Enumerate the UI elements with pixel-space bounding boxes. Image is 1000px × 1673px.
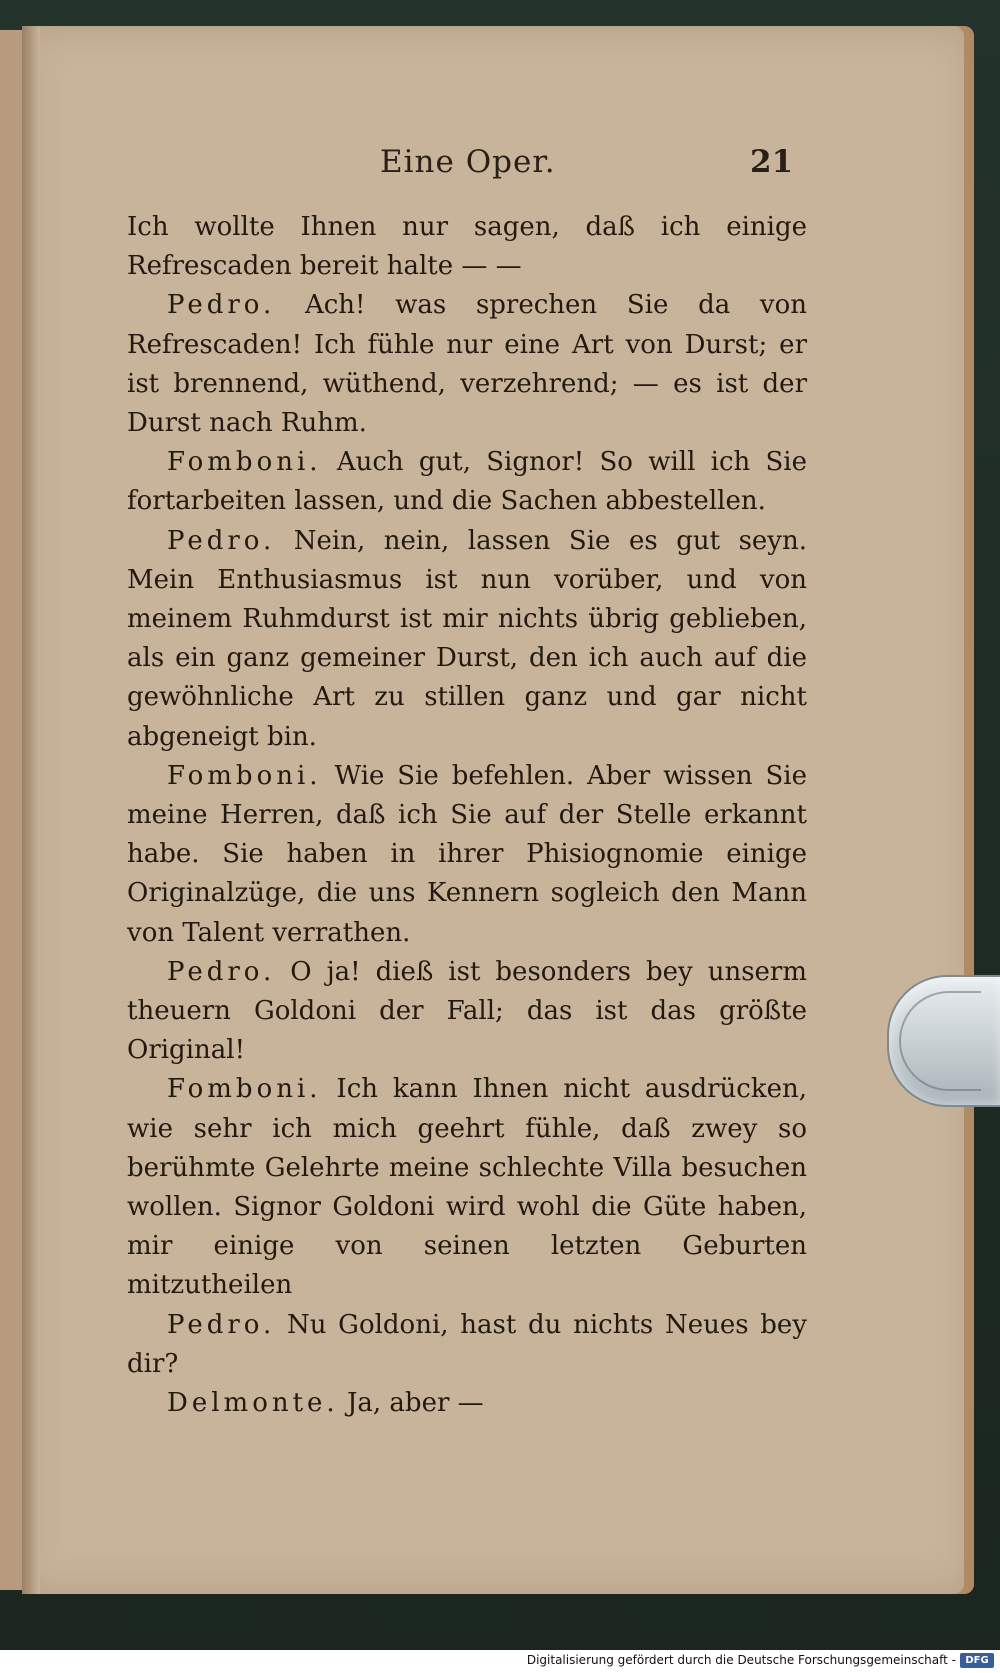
paragraph — [127, 1306, 807, 1384]
paragraph — [127, 1384, 807, 1423]
paragraph-text: Ich kann Ihnen nicht ausdrücken, wie sehr ich mich geehrt fühle, daß zwey so berühmte Gelehrte meine schlechte Villa besuchen wollen. Signor Goldoni wird wohl die Güte haben, mir einige von seinen letzten Geburten mitzutheilen — [127, 1074, 807, 1301]
speaker-name: Pedro. — [167, 956, 276, 987]
page-body — [127, 208, 807, 1423]
paragraph-text: Nu Goldoni, hast du nichts Neues bey dir? — [127, 1309, 808, 1379]
paragraph-text: Ja, aber — — [346, 1388, 484, 1419]
speaker-name: Pedro. — [167, 1309, 276, 1340]
paragraph — [127, 286, 807, 443]
paragraph — [127, 522, 807, 757]
paragraph-text: Auch gut, Signor! So will ich Sie fortarbeiten lassen, und die Sachen abbestellen. — [127, 447, 808, 517]
running-title: Eine Oper. — [380, 144, 556, 180]
page-header — [22, 144, 974, 184]
paragraph — [127, 208, 807, 286]
paragraph-text: O ja! dieß ist besonders bey unserm theuern Goldoni der Fall; das ist das größte Original! — [127, 956, 808, 1066]
paragraph-text: Ich wollte Ihnen nur sagen, daß ich einige Refrescaden bereit halte — — — [127, 212, 807, 282]
paragraph — [127, 757, 807, 953]
paragraph — [127, 953, 807, 1071]
speaker-name: Delmonte. — [167, 1388, 339, 1419]
book-page — [22, 26, 974, 1594]
dfg-logo: DFG — [960, 1653, 994, 1668]
paragraph — [127, 443, 807, 521]
speaker-name: Pedro. — [167, 525, 276, 556]
paragraph-text: Wie Sie befehlen. Aber wissen Sie meine Herren, daß ich Sie auf der Stelle erkannt habe. Sie haben in ihrer Phisiognomie einige Originalzüge, die uns Kennern sogleich den Mann von Talent verrathen. — [127, 760, 807, 948]
paragraph — [127, 1070, 807, 1305]
paragraph-text: Ach! was sprechen Sie da von Refrescaden! Ich fühle nur eine Art von Durst; er ist brennend, wüthend, verzehrend; — es ist der Durst nach Ruhm. — [127, 290, 807, 439]
paragraph-text: Nein, nein, lassen Sie es gut seyn. Mein Enthusiasmus ist nun vorüber, und von meinem Ruhmdurst ist mir nichts übrig geblieben, als ein ganz gemeiner Durst, den ich auch auf die gewöhnliche Art zu stillen ganz und gar nicht abgeneigt bin. — [127, 525, 807, 752]
scanner-clip — [887, 975, 1000, 1107]
speaker-name: Pedro. — [167, 290, 276, 321]
speaker-name: Fomboni. — [167, 447, 322, 478]
footer-bar — [0, 1650, 1000, 1673]
speaker-name: Fomboni. — [167, 760, 322, 791]
page-number: 21 — [750, 144, 794, 180]
digitization-credit: Digitalisierung gefördert durch die Deutsche Forschungsgemeinschaft - — [526, 1653, 956, 1667]
speaker-name: Fomboni. — [167, 1074, 322, 1105]
